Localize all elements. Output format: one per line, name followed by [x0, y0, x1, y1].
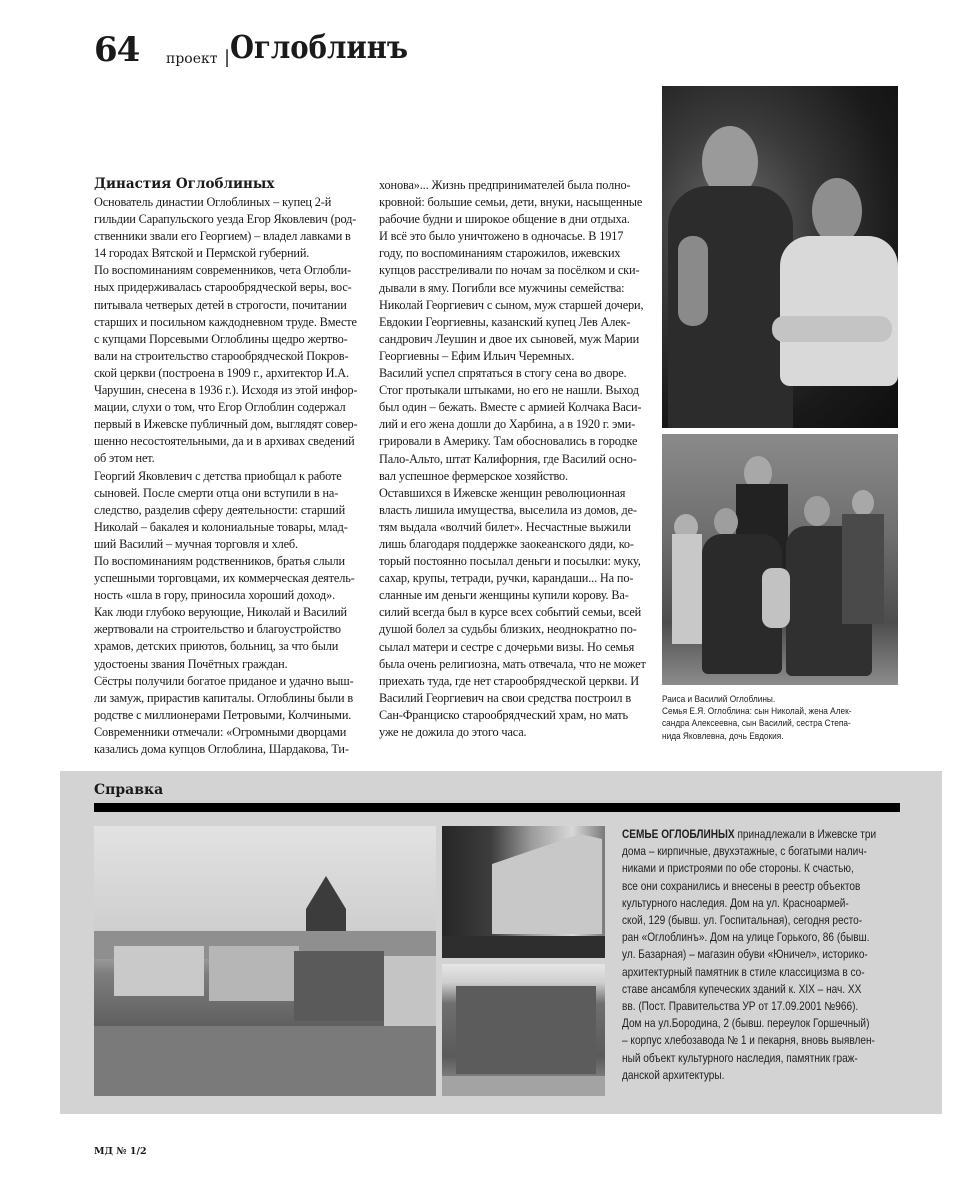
text-line: старших и посильном каждодневном труде. Вместе: [94, 314, 357, 329]
text-line: И всё это было уничтожено в одночасье. В 1917: [379, 229, 624, 244]
article-column-1-text: [94, 194, 362, 758]
text-line: была очень религиозна, мать отвечала, что не может: [379, 656, 646, 671]
text-line: никами и пристроями по обе стороны. К счастью,: [622, 862, 854, 876]
text-line: власть лишила имущества, выселила из домов, де-: [379, 502, 637, 517]
text-line: ли замуж, прирастив капиталы. Оглоблины были в: [94, 690, 353, 705]
text-line: сланные им деньги женщины купили корову. Ва-: [379, 588, 629, 603]
text-line: ской, 129 (бывш. ул. Госпитальная), сегодня ресто-: [622, 914, 863, 928]
infobox-title: Справка: [94, 782, 164, 798]
section-name: проект: [166, 51, 218, 67]
text-line: хонова»... Жизнь предпринимателей была полно-: [379, 178, 631, 192]
text-line: мации, слухи о том, что Егор Оглоблин содержал: [94, 400, 346, 415]
borodina-street-building-photo: [442, 964, 605, 1096]
text-line: ный объект культурного наследия, памятник граж-: [622, 1051, 858, 1065]
article-column-2-text: [379, 177, 647, 741]
text-line: вал успешное фермерское хозяйство.: [379, 468, 568, 483]
caption-line: сандра Алексеевна, сын Василий, сестра Степа-: [662, 718, 851, 729]
text-line: питывала четверых детей в строгости, почитании: [94, 297, 347, 312]
article-title: Династия Оглоблиных: [94, 176, 275, 192]
text-line: сылал матери и сестре с дочерьми визы. Но семья: [379, 639, 635, 654]
text-line: Дом на ул.Бородина, 2 (бывш. переулок Горшечный): [622, 1017, 870, 1031]
text-line: Сан-Франциско старообрядческий храм, но мать: [379, 707, 628, 722]
text-line: ул. Базарная) – магазин обуви «Юничел», историко-: [622, 948, 868, 962]
infobox-lead: СЕМЬЕ ОГЛОБЛИНЫХ: [622, 828, 735, 841]
text-line: храмов, детских приютов, больниц, за что были: [94, 639, 339, 654]
text-line: купцов расстреливали по ночам за посёлком и ски-: [379, 263, 640, 278]
text-line: Основатель династии Оглоблиных – купец 2-й: [94, 195, 332, 209]
text-line: архитектурный памятник в стиле классицизма в со-: [622, 965, 865, 979]
text-line: Современники отмечали: «Огромными дворцами: [94, 724, 347, 739]
text-line: ность «шла в гору, приносила хороший доход».: [94, 588, 335, 603]
section-separator: |: [223, 47, 231, 68]
text-line: следство, разделив сферу деятельности: старший: [94, 502, 345, 517]
text-line: году, по воспоминаниям старожилов, ижевских: [379, 246, 621, 261]
brand-title: Оглоблинъ: [230, 28, 409, 66]
text-line: Николай Георгиевич с сыном, муж старшей дочери,: [379, 297, 644, 312]
text-line: тям выдала «волчий билет». Несчастные выжили: [379, 519, 631, 534]
text-line: вв. (Пост. Правительства УР от 17.09.2001 №966).: [622, 1000, 859, 1014]
text-line: По воспоминаниям современников, чета Оглобли-: [94, 263, 352, 278]
text-line: Оставшихся в Ижевске женщин революционная: [379, 485, 626, 500]
reference-infobox: [60, 771, 942, 1114]
text-line: об этом нет.: [94, 451, 155, 466]
text-line: Сёстры получили богатое приданое и удачно выш-: [94, 673, 354, 688]
text-line: удостоены звания Почётных граждан.: [94, 656, 288, 671]
text-line: сахар, крупы, тетради, ручки, карандаши... На по-: [379, 571, 634, 586]
text-line: Василий Георгиевич на свои средства построил в: [379, 690, 632, 705]
historic-street-photo: [94, 826, 436, 1096]
text-line: ской церкви (построена в 1909 г., архитектор И.А.: [94, 365, 349, 380]
text-line: культурного наследия. Дом на ул. Красноармей-: [622, 896, 849, 910]
text-line: шенно несостоятельными, да и в архивах сведений: [94, 434, 355, 449]
text-line: Николай – бакалея и колониальные товары, млад-: [94, 519, 348, 534]
text-line: с купцами Порсевыми Оглоблины щедро жертво-: [94, 331, 348, 346]
text-line: лишь благодаря поддержке заокеанского дяди, ко-: [379, 536, 634, 551]
infobox-text: [622, 826, 922, 1084]
text-line: уже не дожила до этого часа.: [379, 725, 527, 739]
article-column-1: [94, 176, 362, 758]
text-line: дома – кирпичные, двухэтажные, с богатыми налич-: [622, 845, 867, 859]
text-line: Георгий Яковлевич с детства приобщал к работе: [94, 468, 342, 483]
text-line: первый в Ижевске публичный дом, выглядят совер-: [94, 417, 358, 432]
text-line: дывали в яму. Погибли все мужчины семейства:: [379, 280, 625, 295]
caption-line: нида Яковлевна, дочь Евдокия.: [662, 730, 784, 741]
text-line: родстве с миллионерами Петровыми, Колчиными.: [94, 707, 352, 722]
text-line: сыновей. После смерти отца они вступили в на-: [94, 485, 339, 500]
text-line: силий всегда был в курсе всех событий семьи, всей: [379, 605, 642, 620]
issue-footer: МД № 1/2: [94, 1146, 147, 1157]
gorky-street-building-photo: [442, 826, 605, 958]
section-label: [166, 47, 232, 68]
text-line: успешными торговцами, их коммерческая деятель-: [94, 571, 355, 586]
text-line: все они сохранились и внесены в реестр объектов: [622, 879, 861, 893]
text-line: был один – бежать. Вместе с армией Колчака Васи-: [379, 400, 642, 415]
text-line: Стог протыкали штыками, но его не нашли. Выход: [379, 383, 639, 398]
text-line: – корпус хлебозавода № 1 и пекарня, вновь выявлен-: [622, 1034, 875, 1048]
text-line: вали на строительство старообрядческой Покров-: [94, 348, 349, 363]
infobox-first-line: [622, 826, 883, 843]
text-line: ший Василий – мучная торговля и хлеб.: [94, 536, 298, 551]
text-line: Как люди глубоко верующие, Николай и Василий: [94, 605, 347, 620]
text-line: 14 городах Вятской и Пермской губерний.: [94, 246, 310, 261]
article-column-2: [379, 177, 647, 741]
text-line: душой болел за судьбы близких, неоднократно по-: [379, 622, 637, 637]
page-number: 64: [94, 30, 140, 70]
text-line: ных придерживалась старообрядческой веры, вос-: [94, 280, 352, 295]
text-line: рабочие будни и широкое общение в дни отдыха.: [379, 212, 630, 227]
text-line: приехать туда, где нет старообрядческой церкви. И: [379, 673, 639, 688]
text-line: лий и его жена дошли до Харбина, а в 1920 г. эми-: [379, 417, 636, 432]
text-line: сандрович Леушин и двое их сыновей, муж Марии: [379, 331, 640, 346]
infobox-first-line-rest: принадлежали в Ижевске три: [734, 828, 877, 841]
text-line: жертвовали на строительство и благоустройство: [94, 622, 341, 637]
family-photo-oglobliny: [662, 434, 898, 685]
infobox-rule: [94, 803, 900, 812]
caption-line: Семья Е.Я. Оглоблина: сын Николай, жена Алек-: [662, 706, 852, 717]
text-line: Евдокии Георгиевны, казанский купец Лев Алек-: [379, 314, 631, 329]
text-line: торый постоянно посылал деньги и посылки: муку,: [379, 554, 641, 569]
text-line: казались дома купцов Оглоблина, Шардакова, Ти-: [94, 742, 349, 756]
caption-line: Раиса и Василий Оглоблины.: [662, 694, 776, 704]
text-line: Василий успел спрятаться в стогу сена во дворе.: [379, 366, 627, 381]
text-line: По воспоминаниям родственников, братья слыли: [94, 553, 345, 568]
portrait-photo-raisa-vasily: [662, 86, 898, 428]
text-line: данской архитектуры.: [622, 1068, 725, 1082]
text-line: грировали в Америку. Там обосновались в городке: [379, 434, 638, 449]
text-line: ственники звали его Георгием) – владел лавками в: [94, 229, 351, 244]
text-line: ставе ансамбля купеческих зданий к. XIX – нач. XX: [622, 982, 862, 996]
text-line: Чарушин, снесена в 1936 г.). Исходя из этой инфор-: [94, 383, 358, 398]
photo-captions: [662, 693, 892, 742]
text-line: ран «Оглоблинъ». Дом на улице Горького, 86 (бывш.: [622, 931, 870, 945]
text-line: гильдии Сарапульского уезда Егор Яковлевич (род-: [94, 212, 357, 227]
text-line: кровной: большие семьи, дети, внуки, насыщенные: [379, 195, 643, 210]
text-line: Георгиевны – Ефим Ильич Черемных.: [379, 348, 575, 363]
text-line: Пало-Альто, штат Калифорния, где Василий осно-: [379, 451, 637, 466]
